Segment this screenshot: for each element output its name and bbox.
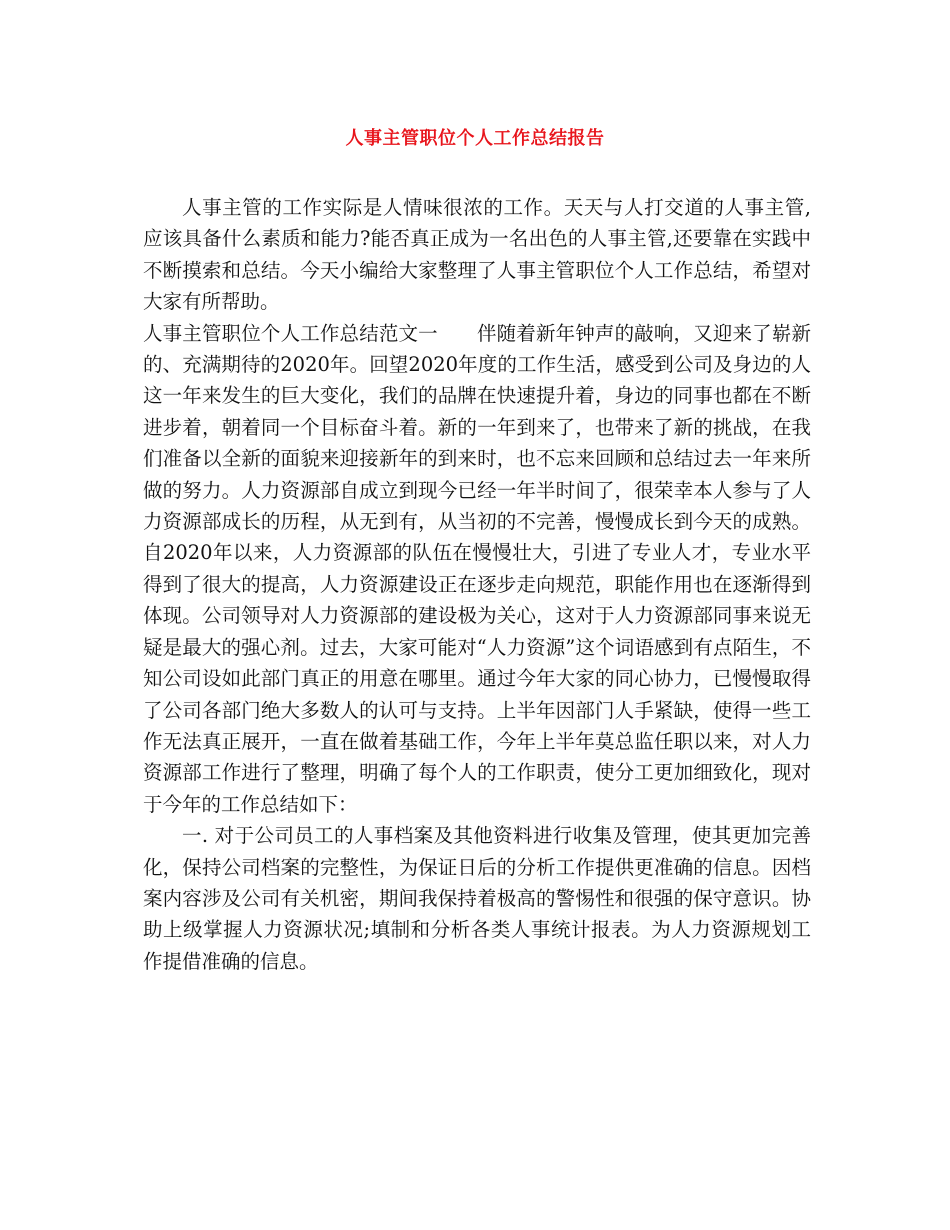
document-body (143, 192, 811, 977)
item-one-paragraph: 一. 对于公司员工的人事档案及其他资料进行收集及管理，使其更加完善化，保持公司档案的完整性，为保证日后的分析工作提供更准确的信息。因档案内容涉及公司有关机密，期间我保持着极高的警惕性和很强的保守意识。协助上级掌握人力资源状况;填制和分析各类人事统计报表。为人力资源规划工作提借准确的信息。 (143, 824, 811, 973)
section-heading: 人事主管职位个人工作总结范文一 (143, 321, 438, 345)
section-paragraph (143, 318, 811, 821)
section-body: 伴随着新年钟声的敲响，又迎来了崭新的、充满期待的2020年。回望2020年度的工作生活，感受到公司及身边的人这一年来发生的巨大变化，我们的品牌在快速提升着，身边的同事也都在不断进步着，朝着同一个目标奋斗着。新的一年到来了，也带来了新的挑战，在我们准备以全新的面貌来迎接新年的到来时，也不忘来回顾和总结过去一年来所做的努力。人力资源部自成立到现今已经一年半时间了，很荣幸本人参与了人力资源部成长的历程，从无到有，从当初的不完善，慢慢成长到今天的成熟。自2020年以来，人力资源部的队伍在慢慢壮大，引进了专业人才，专业水平得到了很大的提高，人力资源建设正在逐步走向规范，职能作用也在逐渐得到体现。公司领导对人力资源部的建设极为关心，这对于人力资源部同事来说无疑是最大的强心剂。过去，大家可能对“人力资源”这个词语感到有点陌生，不知公司设如此部门真正的用意在哪里。通过今年大家的同心协力，已慢慢取得了公司各部门绝大多数人的认可与支持。上半年因部门人手紧缺，使得一些工作无法真正展开，一直在做着基础工作，今年上半年莫总监任职以来，对人力资源部工作进行了整理，明确了每个人的工作职责，使分工更加细致化，现对于今年的工作总结如下： (143, 321, 811, 816)
document-title: 人事主管职位个人工作总结报告 (345, 128, 605, 149)
intro-paragraph: 人事主管的工作实际是人情味很浓的工作。天天与人打交道的人事主管,应该具备什么素质和能力?能否真正成为一名出色的人事主管,还要靠在实践中不断摸索和总结。今天小编给大家整理了人事主管职位个人工作总结，希望对大家有所帮助。 (143, 196, 811, 314)
